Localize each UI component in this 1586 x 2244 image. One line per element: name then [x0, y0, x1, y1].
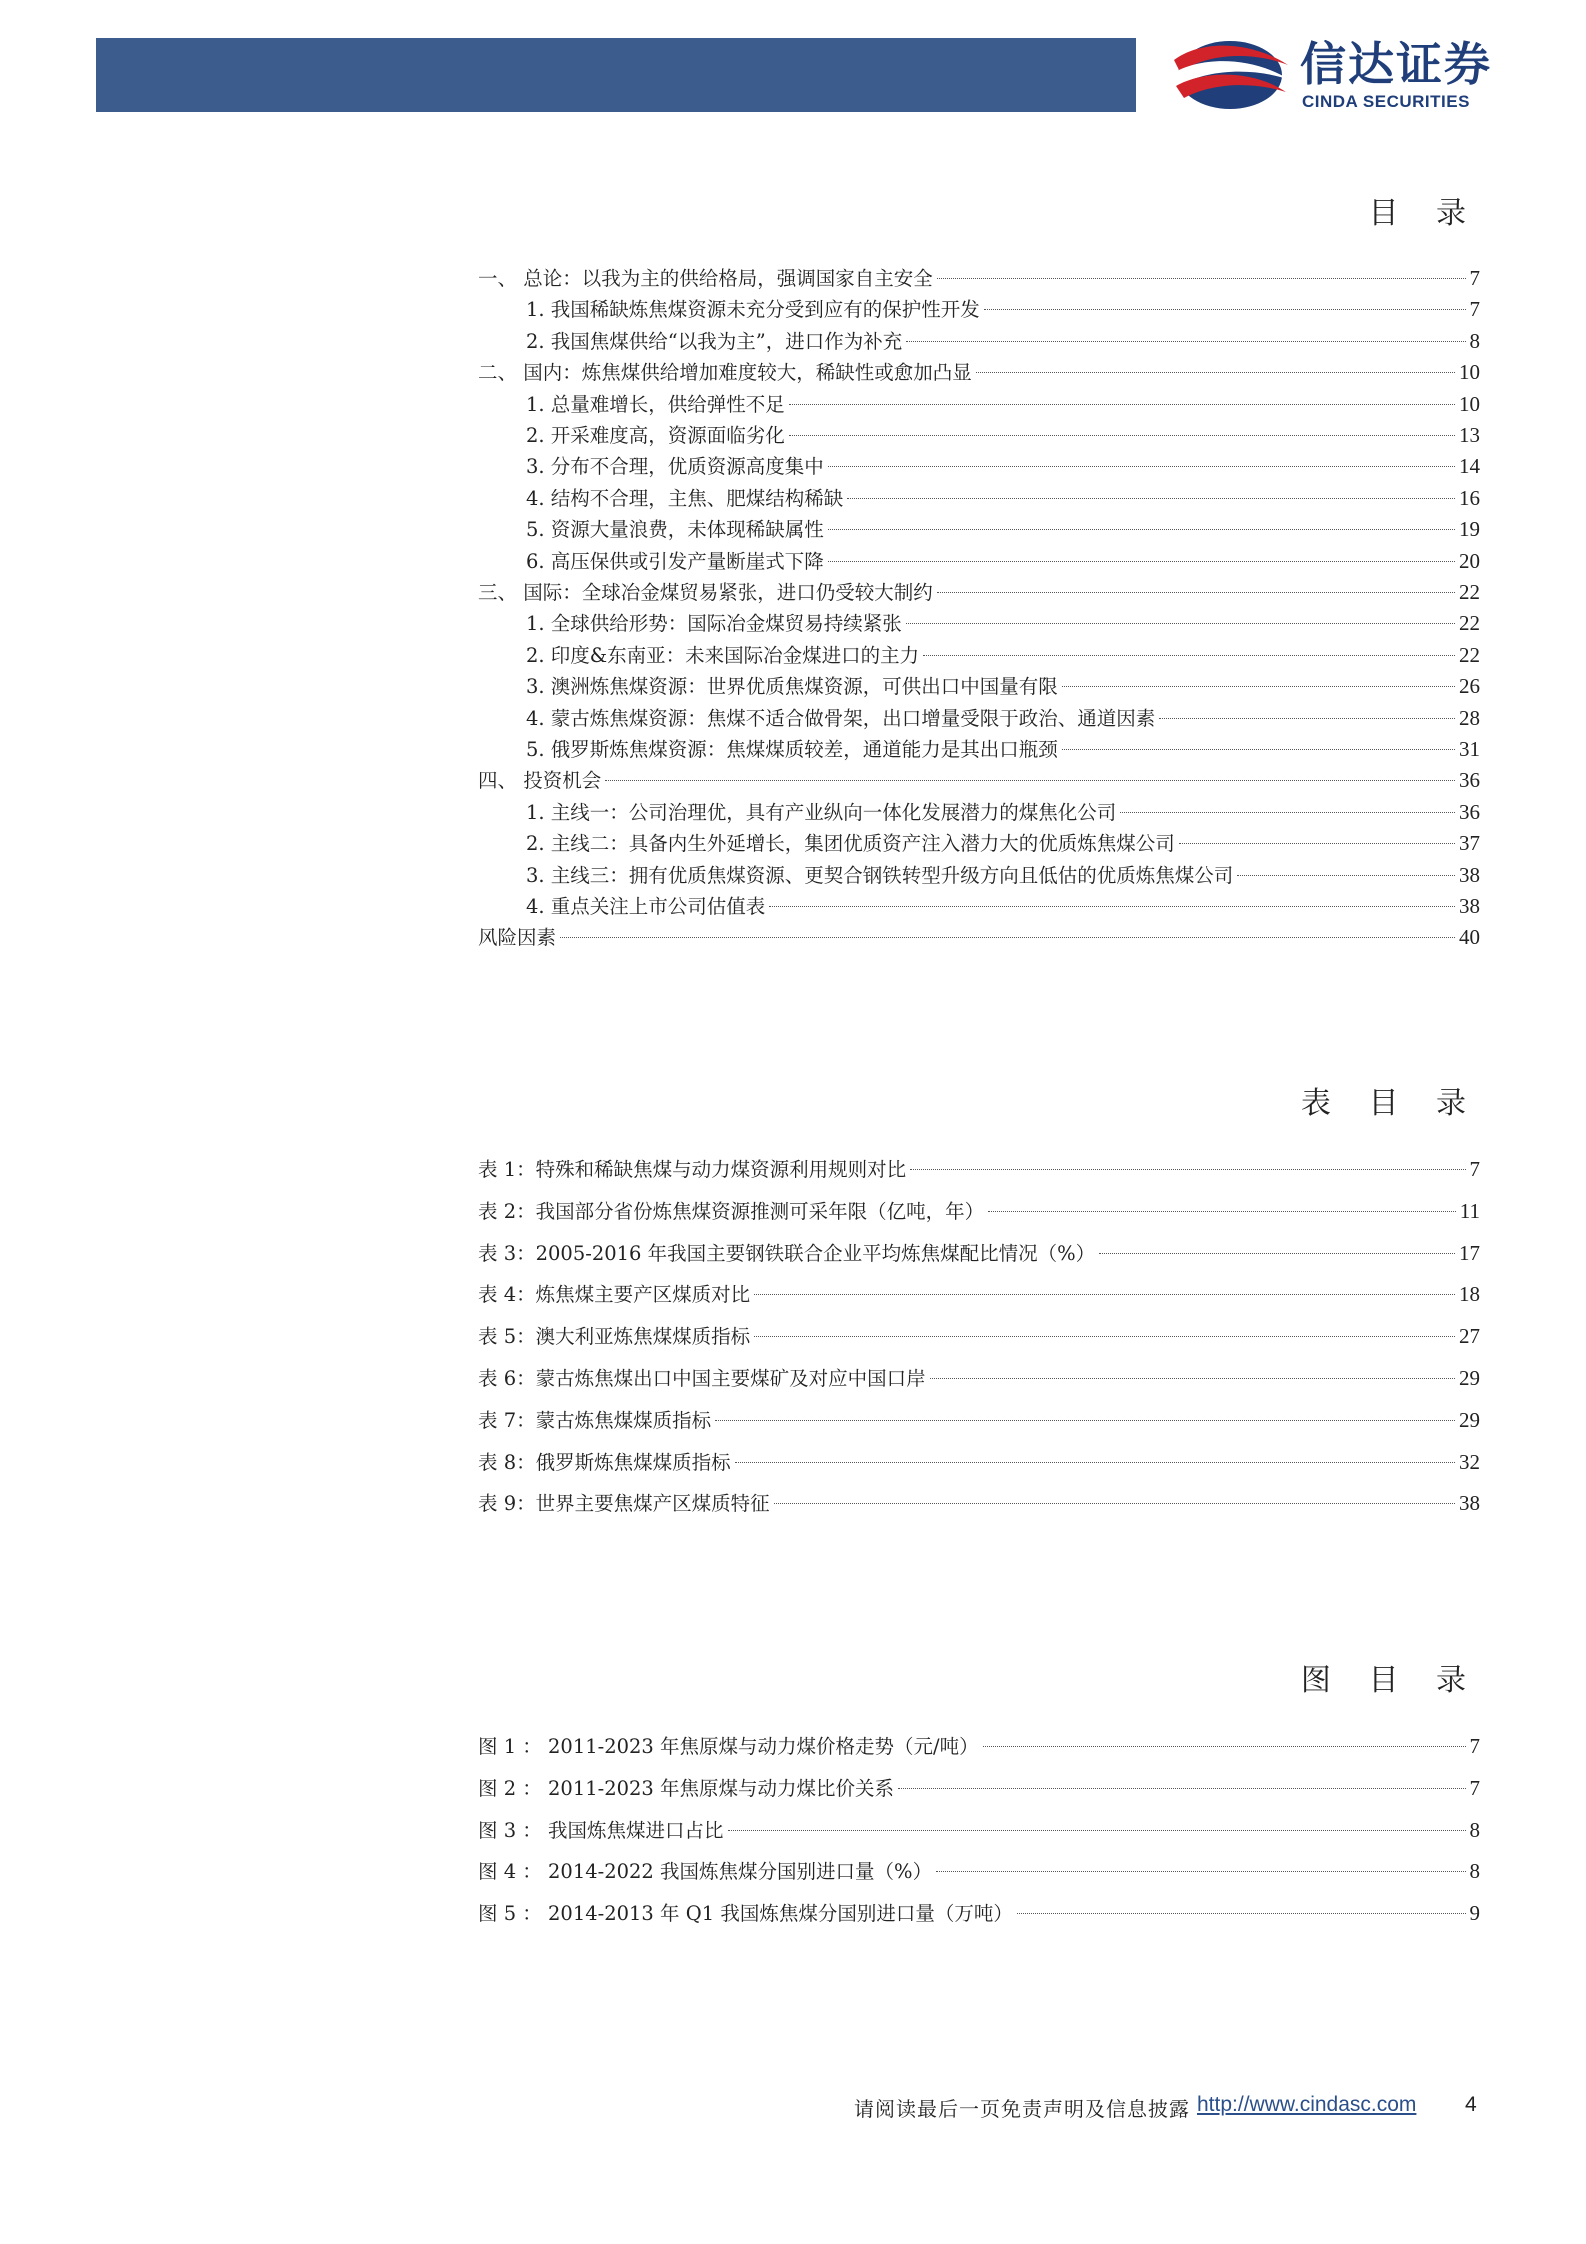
- dot-leader: [754, 1294, 1455, 1295]
- page-number: 4: [1465, 2093, 1477, 2116]
- toc-entry-label: 2. 我国焦煤供给“以我为主”，进口作为补充: [526, 329, 903, 353]
- toc-entry-label: 1. 我国稀缺炼焦煤资源未充分受到应有的保护性开发: [526, 298, 980, 322]
- figure-entry-page: 8: [1469, 1817, 1480, 1842]
- table-entry[interactable]: [478, 1153, 1480, 1185]
- toc-entry-label: 二、 国内：炼焦煤供给增加难度较大，稀缺性或愈加凸显: [478, 361, 972, 385]
- dot-leader: [828, 529, 1455, 530]
- toc-entry[interactable]: [478, 389, 1480, 419]
- figure-entry-label: 图 5 ： 2014-2013 年 Q1 我国炼焦煤分国别进口量（万吨）: [478, 1902, 1013, 1926]
- dot-leader: [936, 1871, 1465, 1872]
- dot-leader: [988, 1211, 1456, 1212]
- dot-leader: [937, 592, 1455, 593]
- table-entry-label: 表 6：蒙古炼焦煤出口中国主要煤矿及对应中国口岸: [478, 1367, 926, 1390]
- dot-leader: [1062, 686, 1455, 687]
- toc-entry[interactable]: [478, 263, 1480, 293]
- toc-entry-page: 26: [1459, 674, 1480, 699]
- dot-leader: [1159, 718, 1455, 719]
- table-entry[interactable]: [478, 1446, 1480, 1478]
- dot-leader: [1062, 749, 1455, 750]
- dot-leader: [754, 1336, 1455, 1337]
- toc-entry-page: 7: [1469, 297, 1480, 322]
- toc-entry-page: 37: [1459, 831, 1480, 856]
- figure-entry[interactable]: [478, 1814, 1480, 1846]
- toc-entry-page: 19: [1459, 517, 1480, 542]
- toc-entry-label: 四、 投资机会: [478, 769, 602, 793]
- toc-entry[interactable]: [478, 640, 1480, 670]
- toc-entry-label: 风险因素: [478, 926, 557, 950]
- dot-leader: [898, 1788, 1465, 1789]
- toc-entry-label: 1. 主线一：公司治理优，具有产业纵向一体化发展潜力的煤焦化公司: [526, 800, 1117, 824]
- figure-entry-page: 7: [1469, 1775, 1480, 1800]
- table-entry-label: 表 3：2005-2016 年我国主要钢铁联合企业平均炼焦煤配比情况（%）: [478, 1241, 1096, 1265]
- dot-leader: [1237, 875, 1455, 876]
- figure-entry-page: 9: [1469, 1901, 1480, 1926]
- dot-leader: [1179, 843, 1455, 844]
- figure-entry-label: 图 1 ： 2011-2023 年焦原煤与动力煤价格走势（元/吨）: [478, 1735, 979, 1758]
- dot-leader: [1099, 1253, 1455, 1254]
- toc-entry-page: 22: [1459, 580, 1480, 604]
- dot-leader: [715, 1420, 1455, 1421]
- dot-leader: [847, 498, 1455, 499]
- toc-entry-page: 7: [1469, 266, 1480, 290]
- figure-entry[interactable]: [478, 1730, 1480, 1762]
- table-entry-page: 38: [1459, 1491, 1480, 1516]
- toc-entry[interactable]: [478, 451, 1480, 481]
- figure-entry-label: 图 4 ： 2014-2022 我国炼焦煤分国别进口量（%）: [478, 1860, 933, 1884]
- toc-entry-label: 6. 高压保供或引发产量断崖式下降: [526, 549, 824, 573]
- figure-entry-page: 7: [1469, 1734, 1480, 1758]
- toc-entry[interactable]: [478, 326, 1480, 356]
- toc-entry-label: 2. 开采难度高，资源面临劣化: [526, 424, 785, 447]
- toc-entry-label: 5. 资源大量浪费，未体现稀缺属性: [526, 518, 824, 542]
- table-entry-label: 表 4：炼焦煤主要产区煤质对比: [478, 1283, 751, 1307]
- header-bar: [96, 38, 1136, 112]
- dot-leader: [560, 937, 1455, 938]
- toc-entry[interactable]: [478, 922, 1480, 952]
- table-entry-page: 29: [1459, 1407, 1480, 1432]
- toc-entry-label: 3. 澳洲炼焦煤资源：世界优质焦煤资源，可供出口中国量有限: [526, 675, 1058, 699]
- brand-name-en: CINDA SECURITIES: [1302, 92, 1470, 111]
- table-entry[interactable]: [478, 1237, 1480, 1269]
- toc-title: 目 录: [1368, 196, 1480, 231]
- toc-entry-page: 20: [1459, 548, 1480, 573]
- tables-title: 表 目 录: [1300, 1086, 1480, 1121]
- toc-entry[interactable]: [478, 546, 1480, 576]
- dot-leader: [789, 435, 1455, 436]
- table-entry-label: 表 5：澳大利亚炼焦煤煤质指标: [478, 1325, 751, 1349]
- toc-entry-label: 2. 印度&东南亚：未来国际冶金煤进口的主力: [526, 643, 920, 667]
- toc-entry-page: 10: [1459, 360, 1480, 385]
- figures-title: 图 目 录: [1300, 1663, 1480, 1698]
- toc-entry[interactable]: [478, 703, 1480, 733]
- table-entry-page: 29: [1459, 1366, 1480, 1390]
- toc-entry-page: 8: [1469, 328, 1480, 353]
- toc-entry-label: 1. 全球供给形势：国际冶金煤贸易持续紧张: [526, 612, 902, 636]
- dot-leader: [769, 906, 1455, 907]
- toc-entry-page: 14: [1459, 454, 1480, 479]
- toc-entry-label: 3. 主线三：拥有优质焦煤资源、更契合钢铁转型升级方向且低估的优质炼焦煤公司: [526, 863, 1234, 887]
- dot-leader: [906, 623, 1455, 624]
- toc-entry-page: 36: [1459, 799, 1480, 824]
- disclaimer-note: 请阅读最后一页免责声明及信息披露: [854, 2097, 1190, 2121]
- toc-entry-page: 13: [1459, 423, 1480, 447]
- table-entry-label: 表 1：特殊和稀缺焦煤与动力煤资源利用规则对比: [478, 1158, 907, 1181]
- table-entry-page: 17: [1459, 1240, 1480, 1265]
- cinda-logo: [1170, 30, 1550, 120]
- figure-entry-label: 图 3 ： 我国炼焦煤进口占比: [478, 1818, 724, 1842]
- dot-leader: [828, 561, 1455, 562]
- toc-entry-page: 36: [1459, 768, 1480, 793]
- toc-entry[interactable]: [478, 514, 1480, 544]
- toc-entry[interactable]: [478, 828, 1480, 858]
- dot-leader: [828, 466, 1455, 467]
- toc-entry-page: 38: [1459, 894, 1480, 918]
- toc-entry[interactable]: [478, 734, 1480, 764]
- table-entry-page: 11: [1459, 1198, 1480, 1223]
- table-entry-page: 18: [1459, 1282, 1480, 1307]
- toc-entry-label: 5. 俄罗斯炼焦煤资源：焦煤煤质较差，通道能力是其出口瓶颈: [526, 738, 1058, 761]
- toc-entry-page: 10: [1459, 391, 1480, 416]
- cinda-logo-icon: [1170, 30, 1295, 120]
- figure-entry-label: 图 2 ： 2011-2023 年焦原煤与动力煤比价关系: [478, 1776, 895, 1800]
- toc-entry[interactable]: [478, 765, 1480, 795]
- toc-entry-label: 4. 重点关注上市公司估值表: [526, 895, 766, 918]
- table-entry-label: 表 2：我国部分省份炼焦煤资源推测可采年限（亿吨，年）: [478, 1199, 985, 1223]
- toc-entry-page: 31: [1459, 737, 1480, 761]
- dot-leader: [937, 278, 1466, 279]
- footer: [0, 2093, 1586, 2127]
- dot-leader: [983, 1746, 1466, 1747]
- toc-entry[interactable]: [478, 294, 1480, 324]
- toc-entry[interactable]: [478, 797, 1480, 827]
- toc-entry-label: 一、 总论：以我为主的供给格局，强调国家自主安全: [478, 267, 933, 290]
- toc-entry[interactable]: [478, 608, 1480, 638]
- toc-entry-page: 22: [1459, 611, 1480, 636]
- table-entry[interactable]: [478, 1278, 1480, 1310]
- toc-entry-page: 16: [1459, 485, 1480, 510]
- toc-entry[interactable]: [478, 483, 1480, 513]
- dot-leader: [789, 404, 1455, 405]
- dot-leader: [930, 1378, 1455, 1379]
- table-entry-label: 表 8：俄罗斯炼焦煤煤质指标: [478, 1450, 731, 1474]
- toc-entry-page: 38: [1459, 862, 1480, 887]
- figure-entry[interactable]: [478, 1855, 1480, 1887]
- toc-entry-label: 3. 分布不合理，优质资源高度集中: [526, 455, 824, 479]
- toc-entry[interactable]: [478, 420, 1480, 450]
- table-entry[interactable]: [478, 1404, 1480, 1436]
- dot-leader: [906, 341, 1465, 342]
- table-entry-label: 表 9：世界主要焦煤产区煤质特征: [478, 1492, 770, 1516]
- dot-leader: [1017, 1913, 1466, 1914]
- dot-leader: [728, 1830, 1466, 1831]
- toc-entry-label: 4. 蒙古炼焦煤资源：焦煤不适合做骨架，出口增量受限于政治、通道因素: [526, 706, 1156, 730]
- toc-entry-page: 40: [1459, 925, 1480, 950]
- toc-entry[interactable]: [478, 577, 1480, 607]
- figure-entry[interactable]: [478, 1772, 1480, 1804]
- dot-leader: [910, 1169, 1465, 1170]
- table-entry-page: 32: [1459, 1449, 1480, 1474]
- dot-leader: [735, 1462, 1455, 1463]
- toc-entry[interactable]: [478, 891, 1480, 921]
- toc-entry-label: 三、 国际：全球冶金煤贸易紧张，进口仍受较大制约: [478, 581, 933, 604]
- toc-entry-label: 1. 总量难增长，供给弹性不足: [526, 392, 785, 416]
- figure-entry[interactable]: [478, 1897, 1480, 1929]
- toc-entry-page: 22: [1459, 642, 1480, 667]
- table-entry-label: 表 7：蒙古炼焦煤煤质指标: [478, 1408, 712, 1432]
- table-entry[interactable]: [478, 1320, 1480, 1352]
- dot-leader: [605, 780, 1455, 781]
- dot-leader: [1120, 812, 1455, 813]
- table-entry-page: 7: [1469, 1157, 1480, 1181]
- toc-entry[interactable]: [478, 357, 1480, 387]
- brand-name-cn: 信达证券: [1300, 37, 1492, 91]
- dot-leader: [923, 655, 1455, 656]
- website-link[interactable]: http://www.cindasc.com: [1197, 2093, 1417, 2116]
- table-entry[interactable]: [478, 1195, 1480, 1227]
- toc-entry-page: 28: [1459, 705, 1480, 730]
- toc-entry-label: 2. 主线二：具备内生外延增长，集团优质资产注入潜力大的优质炼焦煤公司: [526, 832, 1175, 856]
- figure-entry-page: 8: [1469, 1859, 1480, 1884]
- toc-entry[interactable]: [478, 860, 1480, 890]
- dot-leader: [774, 1503, 1455, 1504]
- toc-entry[interactable]: [478, 671, 1480, 701]
- dot-leader: [984, 309, 1466, 310]
- toc-entry-label: 4. 结构不合理，主焦、肥煤结构稀缺: [526, 486, 844, 510]
- dot-leader: [976, 372, 1455, 373]
- table-entry-page: 27: [1459, 1324, 1480, 1349]
- table-entry[interactable]: [478, 1487, 1480, 1519]
- table-entry[interactable]: [478, 1362, 1480, 1394]
